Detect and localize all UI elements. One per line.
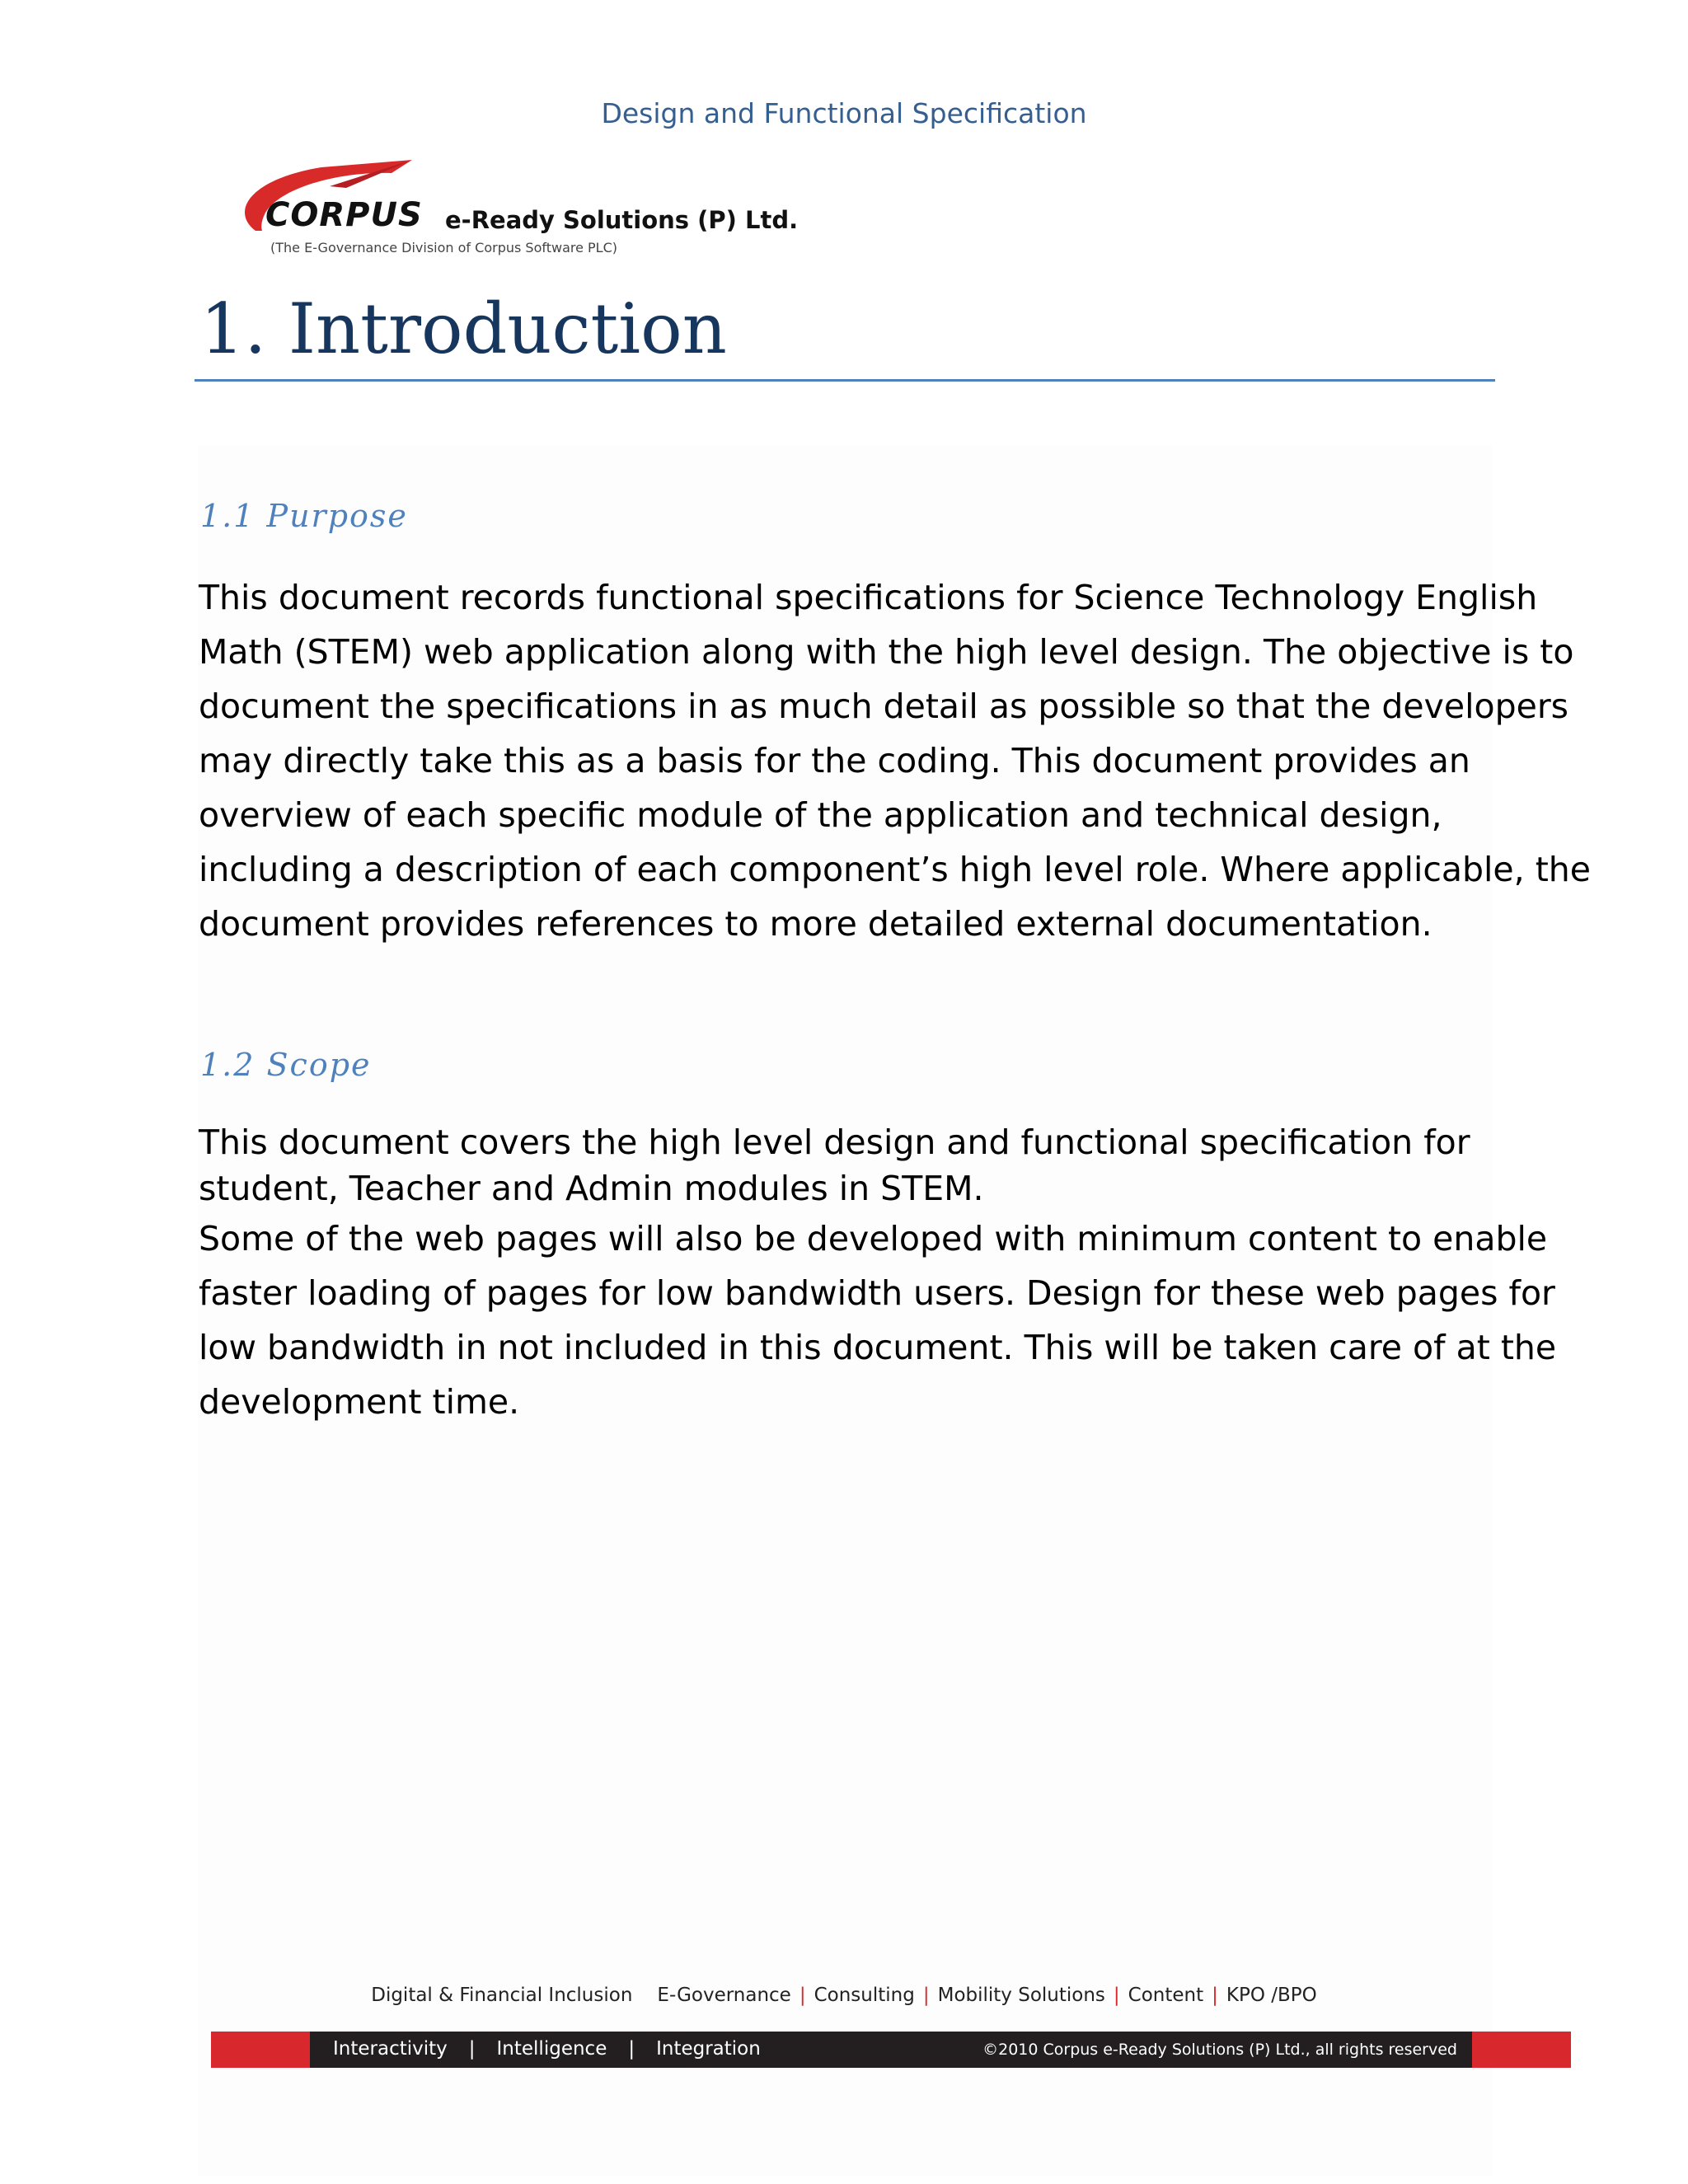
- footer-service: E-Governance: [657, 1985, 791, 2006]
- paragraph-line: may directly take this as a basis for the coding. This document provides an: [199, 741, 1470, 780]
- purpose-paragraph: [199, 570, 1591, 951]
- paragraph-line: document the specifications in as much detail as possible so that the developers: [199, 687, 1569, 726]
- paragraph-line: This document covers the high level design and functional specification for: [199, 1122, 1470, 1162]
- paragraph-line: student, Teacher and Admin modules in STEM.: [199, 1169, 984, 1208]
- footer-bar: [211, 2032, 1571, 2068]
- paragraph-line: Some of the web pages will also be developed with minimum content to enable: [199, 1219, 1548, 1258]
- paragraph-line: This document records functional specifications for Science Technology English: [199, 578, 1538, 617]
- footer-pillar: Intelligence: [496, 2038, 607, 2060]
- footer-copyright: ©2010 Corpus e-Ready Solutions (P) Ltd., all rights reserved: [982, 2041, 1457, 2059]
- paragraph-line: including a description of each component’s high level role. Where applicable, the: [199, 850, 1591, 889]
- footer-bar-inner: [310, 2032, 1472, 2068]
- paragraph-line: Math (STEM) web application along with the high level design. The objective is to: [199, 632, 1574, 672]
- section-heading-purpose: 1.1 Purpose: [200, 498, 408, 534]
- company-logo: [223, 155, 849, 266]
- footer-pillars: Interactivity | Intelligence | Integration: [333, 2038, 761, 2060]
- logo-brand: CORPUS: [265, 196, 423, 234]
- footer-pillar: Integration: [656, 2038, 761, 2060]
- footer-service: Content: [1128, 1985, 1204, 2006]
- footer-service: Digital & Financial Inclusion: [371, 1985, 633, 2006]
- paragraph-line: overview of each specific module of the application and technical design,: [199, 795, 1442, 835]
- paragraph-line: low bandwidth in not included in this document. This will be taken care of at the: [199, 1328, 1557, 1367]
- footer-service: Consulting: [814, 1985, 915, 2006]
- running-header: Design and Functional Specification: [601, 97, 1087, 129]
- footer-service: KPO /BPO: [1226, 1985, 1317, 2006]
- paragraph-line: development time.: [199, 1382, 520, 1422]
- logo-tagline: (The E-Governance Division of Corpus Software PLC): [270, 240, 617, 255]
- title-rule: [195, 379, 1495, 382]
- section-heading-scope: 1.2 Scope: [200, 1047, 372, 1083]
- footer-service: Mobility Solutions: [937, 1985, 1105, 2006]
- footer-services: Digital & Financial Inclusion E-Governance | Consulting | Mobility Solutions | Content | KPO /BPO: [371, 1985, 1317, 2006]
- logo-company: e-Ready Solutions (P) Ltd.: [445, 206, 799, 234]
- scope-paragraph-1: [199, 1119, 1517, 1212]
- scope-paragraph-2: [199, 1212, 1557, 1429]
- chapter-title: 1. Introduction: [200, 288, 727, 369]
- footer-pillar: Interactivity: [333, 2038, 448, 2060]
- paragraph-line: faster loading of pages for low bandwidth users. Design for these web pages for: [199, 1273, 1555, 1313]
- paragraph-line: document provides references to more detailed external documentation.: [199, 904, 1432, 944]
